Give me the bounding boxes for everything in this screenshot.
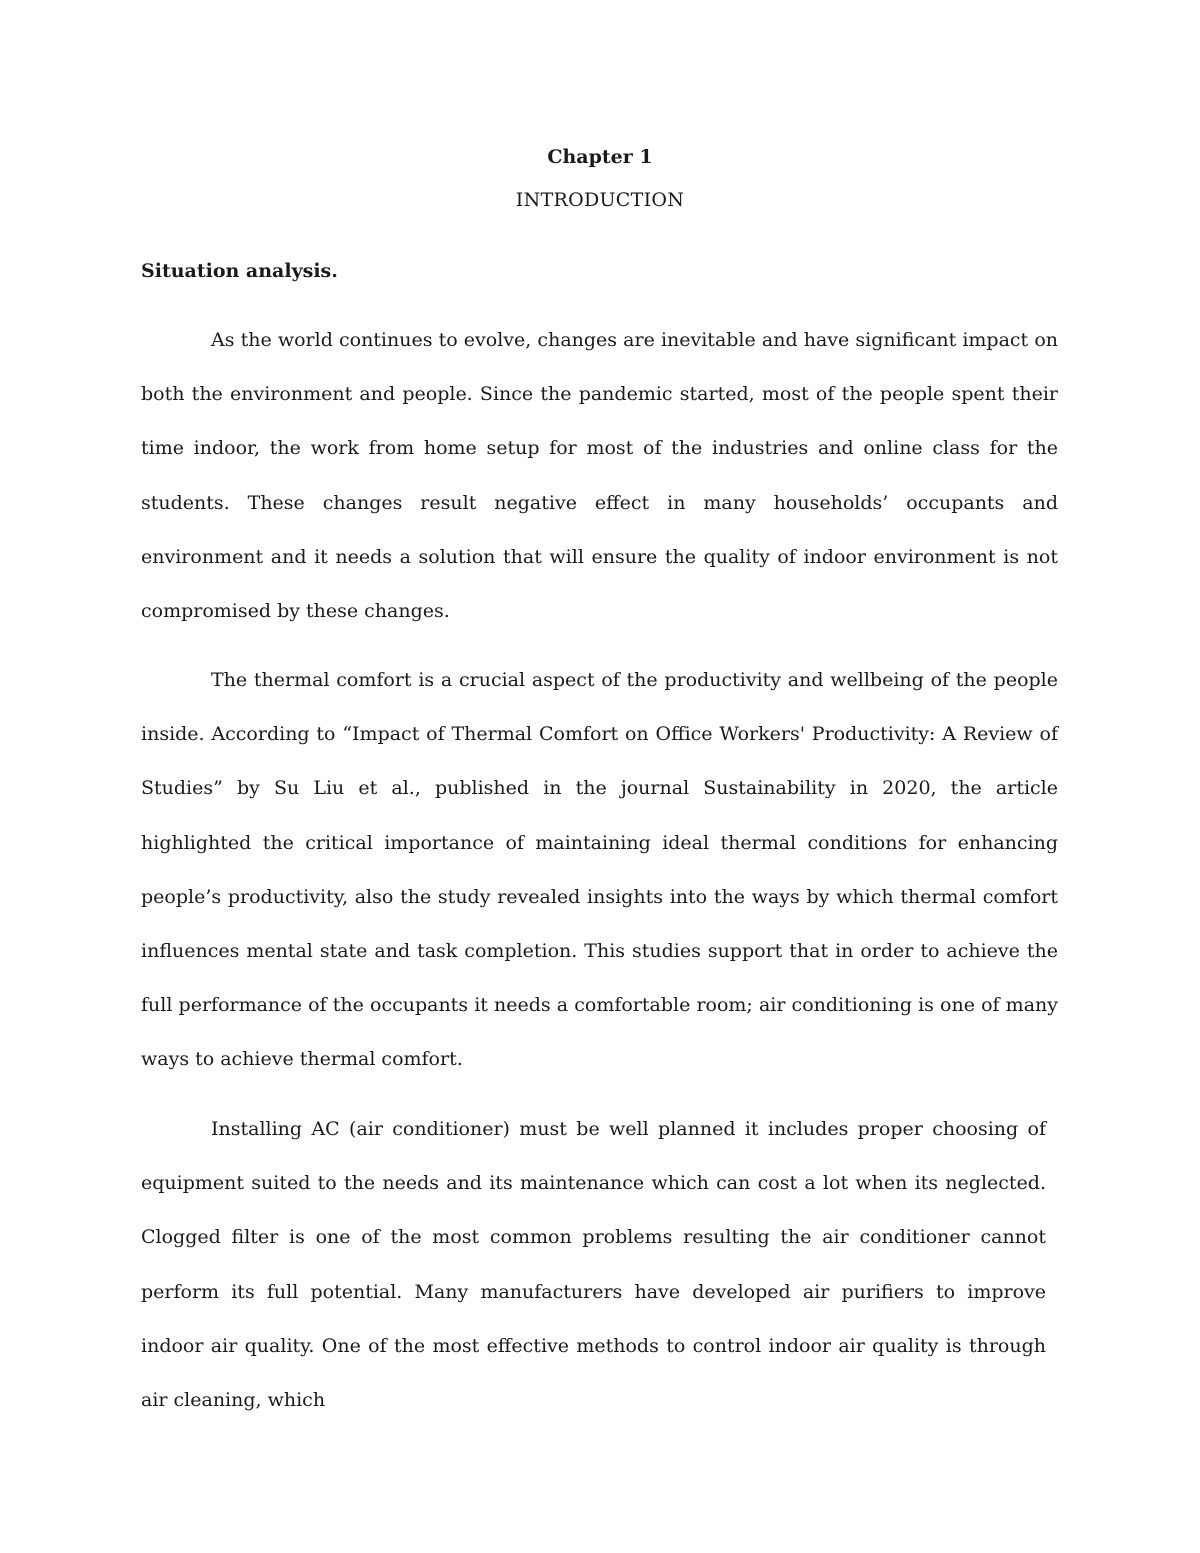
section-heading: Situation analysis. <box>141 260 338 282</box>
paragraph-thermal-comfort: The thermal comfort is a crucial aspect of the productivity and wellbeing of the people inside. According to “Impact of Thermal Comfort on Office Workers' Productivity: A Review of Studies” by Su Liu et al., published in the journal Sustainability in 2020, the article highlighted the critical importance of maintaining ideal thermal conditions for enhancing people’s productivity, also the study revealed insights into the ways by which thermal comfort influences mental state and task completion. This studies support that in order to achieve the full performance of the occupants it needs a comfortable room; air conditioning is one of many ways to achieve thermal comfort. <box>141 669 1058 1071</box>
chapter-label: Chapter 1 <box>547 146 653 168</box>
chapter-title: INTRODUCTION <box>515 189 685 211</box>
paragraph-situation: As the world continues to evolve, changes are inevitable and have significant impact on both the environment and people. Since the pandemic started, most of the people spent their time indoor, the work from home setup for most of the industries and online class for the students. These changes result negative effect in many households’ occupants and environment and it needs a solution that will ensure the quality of indoor environment is not compromised by these changes. <box>141 329 1058 623</box>
paragraph-installing-ac: Installing AC (air conditioner) must be well planned it includes proper choosing of equipment suited to the needs and its maintenance which can cost a lot when its neglected. Clogged filter is one of the most common problems resulting the air conditioner cannot perform its full potential. Many manufacturers have developed air purifiers to improve indoor air quality. One of the most effective methods to control indoor air quality is through air cleaning, which <box>141 1118 1046 1412</box>
